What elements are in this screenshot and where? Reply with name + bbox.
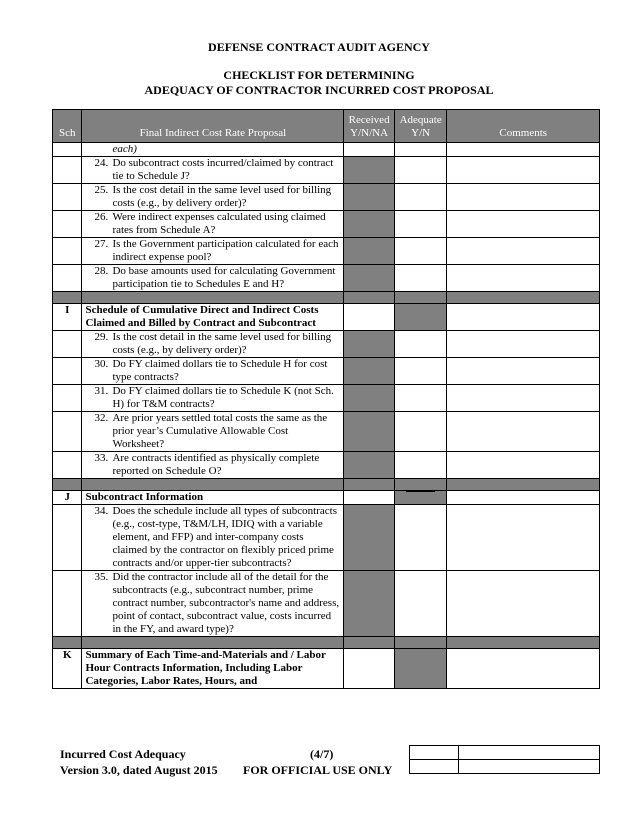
signoff-cell[interactable] (410, 746, 459, 760)
adequate-cell[interactable] (394, 505, 447, 571)
col-sch: Sch (53, 110, 82, 143)
agency-name: DEFENSE CONTRACT AUDIT AGENCY (208, 40, 430, 54)
comment-cell[interactable] (447, 238, 600, 265)
col-proposal: Final Indirect Cost Rate Proposal (82, 110, 344, 143)
footer-page-number: (4/7) (310, 747, 334, 761)
received-cell[interactable] (344, 649, 394, 689)
section-separator (53, 479, 600, 491)
section-row-i: I Schedule of Cumulative Direct and Indirect Costs Claimed and Billed by Contract and Subcontract (53, 304, 600, 331)
table-row: 28. Do base amounts used for calculating Government participation tie to Schedules E and H? (53, 265, 600, 292)
adequate-cell[interactable] (394, 184, 447, 211)
checklist-table (52, 109, 600, 689)
page-footer (60, 746, 392, 778)
adequate-cell[interactable] (394, 331, 447, 358)
table-row: 31. Do FY claimed dollars tie to Schedule K (not Sch. H) for T&M contracts? (53, 385, 600, 412)
comment-cell[interactable] (447, 265, 600, 292)
footer-signoff-boxes (409, 745, 600, 774)
table-row: 32. Are prior years settled total costs the same as the prior year’s Cumulative Allowable Cost Worksheet? (53, 412, 600, 452)
comment-cell[interactable] (447, 571, 600, 637)
table-row: 24. Do subcontract costs incurred/claimed by contract tie to Schedule J? (53, 157, 600, 184)
adequate-cell[interactable] (394, 571, 447, 637)
comment-cell[interactable] (447, 304, 600, 331)
col-adequate: Adequate Y/N (394, 110, 447, 143)
table-row: 25. Is the cost detail in the same level used for billing costs (e.g., by delivery order)? (53, 184, 600, 211)
table-row: 26. Were indirect expenses calculated using claimed rates from Schedule A? (53, 211, 600, 238)
footer-doc-title: Incurred Cost Adequacy (60, 747, 186, 761)
comment-cell[interactable] (447, 452, 600, 479)
col-received: Received Y/N/NA (344, 110, 394, 143)
adequate-cell[interactable] (394, 238, 447, 265)
table-row: 30. Do FY claimed dollars tie to Schedule H for cost type contracts? (53, 358, 600, 385)
section-separator (53, 637, 600, 649)
section-row-j: J Subcontract Information (53, 491, 600, 505)
section-separator (53, 292, 600, 304)
table-row (53, 143, 600, 157)
checklist-title-line2: ADEQUACY OF CONTRACTOR INCURRED COST PROPOSAL (144, 83, 494, 97)
comment-cell[interactable] (447, 649, 600, 689)
signoff-cell[interactable] (459, 746, 600, 760)
comment-cell[interactable] (447, 505, 600, 571)
table-row: 27. Is the Government participation calculated for each indirect expense pool? (53, 238, 600, 265)
received-cell[interactable] (344, 304, 394, 331)
signoff-cell[interactable] (459, 760, 600, 774)
comment-cell[interactable] (447, 491, 600, 505)
footer-official-use: FOR OFFICIAL USE ONLY (243, 763, 393, 777)
footer-version: Version 3.0, dated August 2015 (60, 763, 218, 777)
comment-cell[interactable] (447, 358, 600, 385)
section-row-k: K Summary of Each Time-and-Materials and / Labor Hour Contracts Information, Including Labor Categories, Labor Rates, Hours, and (53, 649, 600, 689)
comment-cell[interactable] (447, 385, 600, 412)
signoff-cell[interactable] (410, 760, 459, 774)
received-cell[interactable] (344, 491, 394, 505)
table-row: 34. Does the schedule include all types of subcontracts (e.g., cost-type, T&M/LH, IDIQ with a variable element, and FFP) and inter-company costs claimed by the contractor on flexibly priced prime contracts and/or upper-tier subcontracts? (53, 505, 600, 571)
table-row: 33. Are contracts identified as physically complete reported on Schedule O? (53, 452, 600, 479)
col-comments: Comments (447, 110, 600, 143)
table-row: 29. Is the cost detail in the same level used for billing costs (e.g., by delivery order)? (53, 331, 600, 358)
adequate-cell[interactable] (394, 358, 447, 385)
comment-cell[interactable] (447, 331, 600, 358)
adequate-cell[interactable] (394, 157, 447, 184)
table-header-row (53, 110, 600, 143)
adequate-cell[interactable] (394, 452, 447, 479)
table-row: 35. Did the contractor include all of the detail for the subcontracts (e.g., subcontract number, prime contract number, subcontractor's name and address, point of contact, subcontract value, costs incurred in the FY, and award type)? (53, 571, 600, 637)
comment-cell[interactable] (447, 211, 600, 238)
comment-cell[interactable] (447, 157, 600, 184)
checklist-title-line1: CHECKLIST FOR DETERMINING (223, 68, 415, 82)
comment-cell[interactable] (447, 184, 600, 211)
adequate-cell[interactable] (394, 265, 447, 292)
adequate-cell[interactable] (394, 385, 447, 412)
adequate-cell[interactable] (394, 211, 447, 238)
comment-cell[interactable] (447, 412, 600, 452)
carryover-text: each) (82, 143, 344, 157)
adequate-cell[interactable] (394, 412, 447, 452)
